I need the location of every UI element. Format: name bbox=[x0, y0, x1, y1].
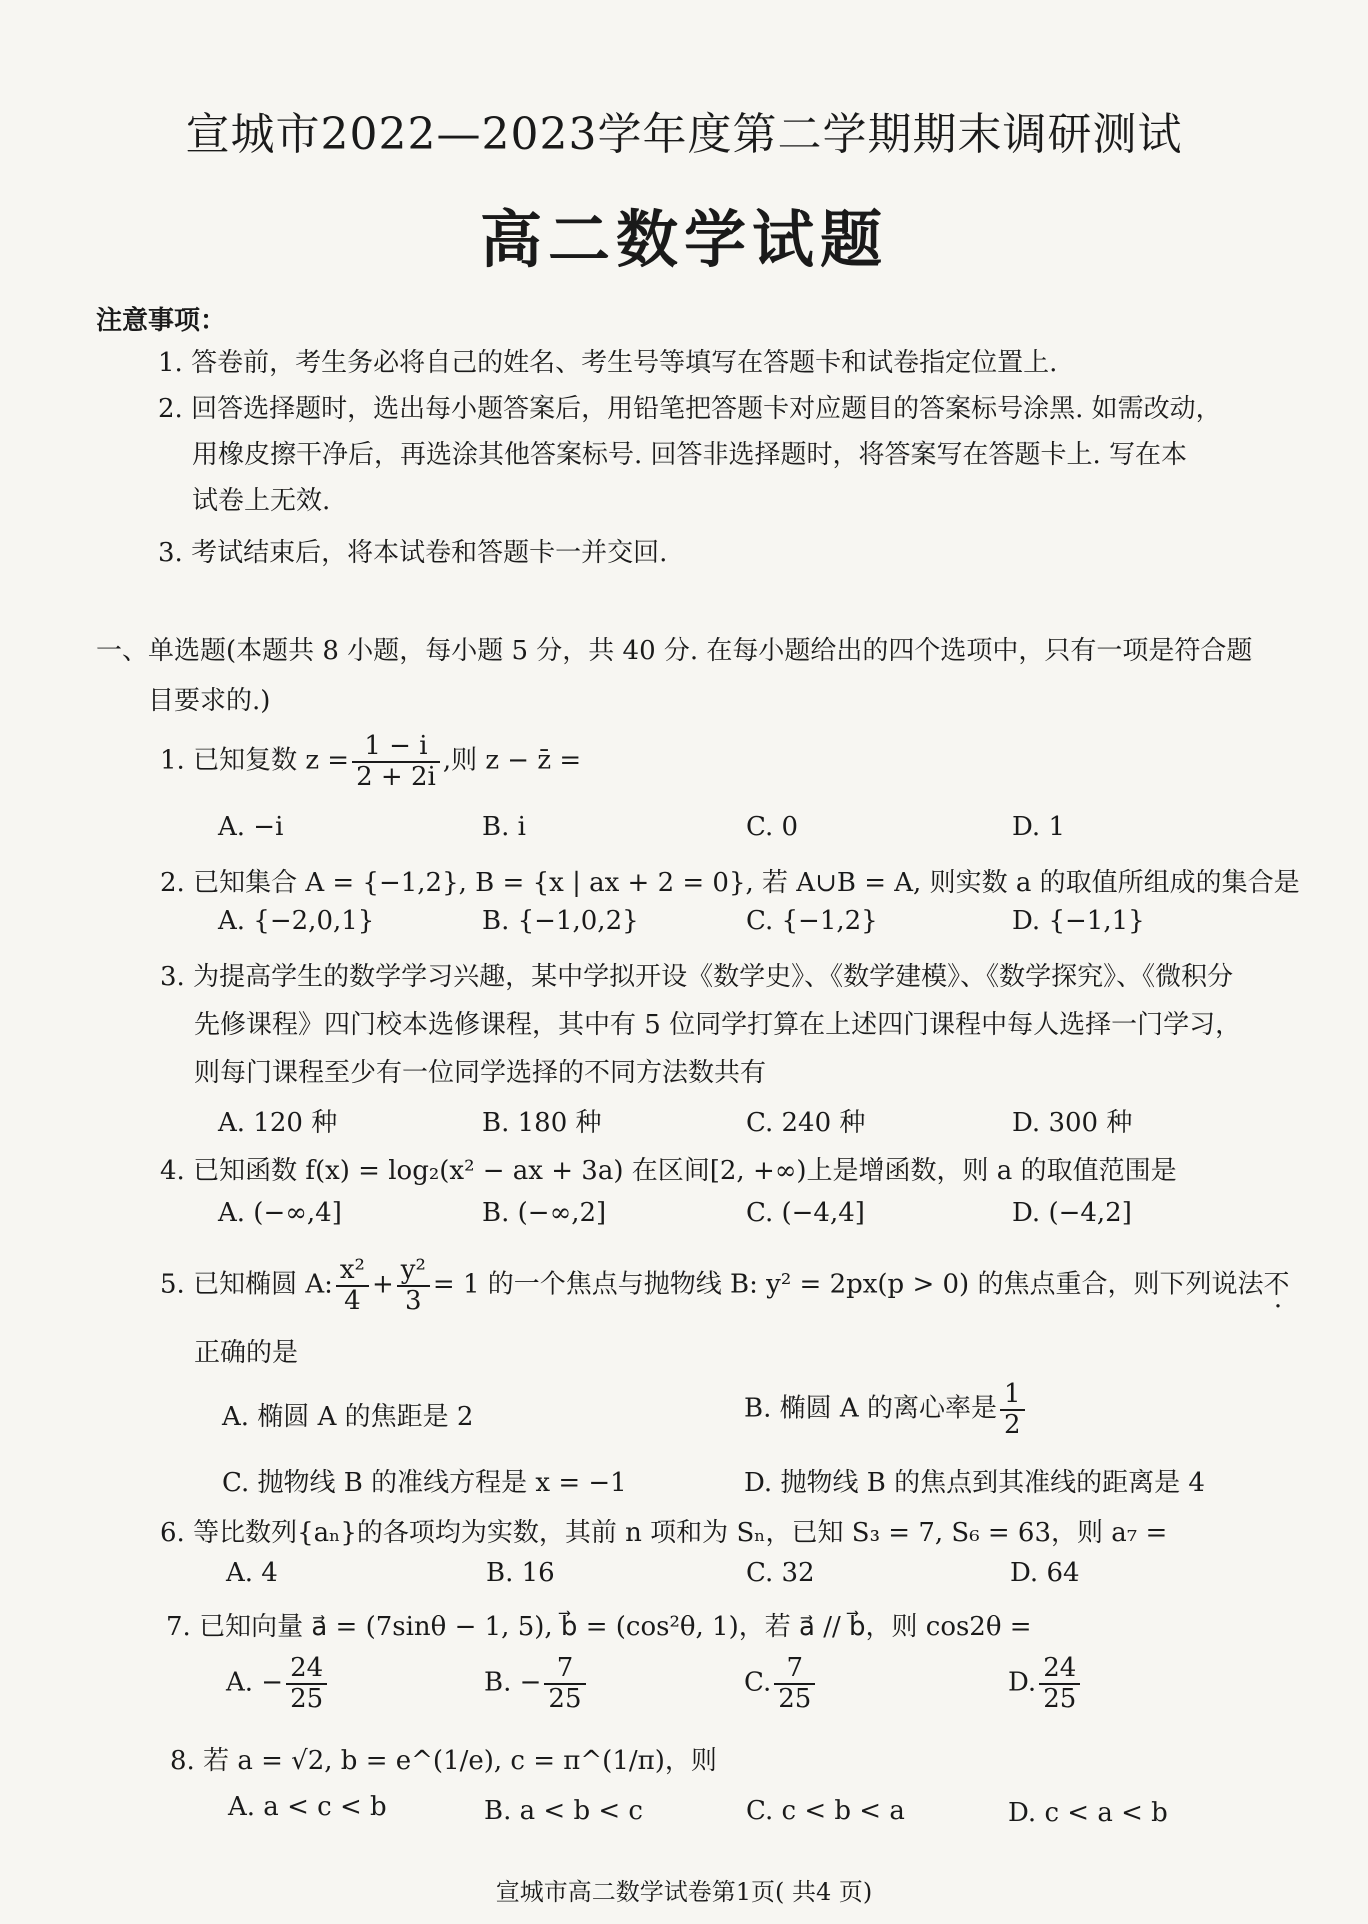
q5-b-fraction: $\frac{1}{2}$ bbox=[1000, 1380, 1025, 1439]
q2-option-c: C. {−1,2} bbox=[746, 906, 878, 936]
q7-d-fraction: $\frac{24}{25}$ bbox=[1039, 1654, 1080, 1713]
question-5: 5. 已知椭圆 A: $\frac{\text{x²}}{4}$ + $\frac{\text{y²}}{3}$ = 1 的一个焦点与抛物线 B: y² = 2px(p > 0) 的焦点重合，则下列说法不 bbox=[160, 1255, 1290, 1316]
notice-item-2-cont: 用橡皮擦干净后，再选涂其他答案标号. 回答非选择题时，将答案写在答题卡上. 写在本 bbox=[192, 440, 1188, 470]
q6-option-a: A. 4 bbox=[226, 1558, 278, 1588]
page-footer: 宣城市高二数学试卷第1页( 共4 页) bbox=[495, 1878, 873, 1906]
question-5-cont: 正确的是 bbox=[194, 1338, 299, 1368]
q5-option-c: C. 抛物线 B 的准线方程是 x = −1 bbox=[222, 1468, 627, 1498]
question-3-cont2: 则每门课程至少有一位同学选择的不同方法数共有 bbox=[194, 1058, 767, 1088]
q7-option-b: B. − $\frac{7}{25}$ bbox=[484, 1654, 589, 1713]
section-heading: 一、单选题(本题共 8 小题，每小题 5 分，共 40 分. 在每小题给出的四个选项中，只有一项是符合题 bbox=[96, 636, 1253, 666]
q1-option-b: B. i bbox=[482, 812, 526, 842]
q6-option-d: D. 64 bbox=[1010, 1558, 1080, 1588]
q1-fraction: $\frac{1 - i}{2 + 2i}$ bbox=[352, 732, 440, 791]
q7-option-c: C. $\frac{7}{25}$ bbox=[744, 1654, 818, 1713]
question-6: 6. 等比数列{aₙ}的各项均为实数，其前 n 项和为 Sₙ，已知 S₃ = 7, S₆ = 63，则 a₇ = bbox=[160, 1518, 1168, 1548]
question-7: 7. 已知向量 a⃗ = (7sinθ − 1, 5), b⃗ = (cos²θ, 1)，若 a⃗ // b⃗，则 cos2θ = bbox=[166, 1612, 1032, 1642]
q5-fraction-y: $\frac{\text{y²}}{3}$ bbox=[397, 1256, 430, 1315]
q8-option-a: A. a < c < b bbox=[228, 1792, 387, 1822]
notice-item-3: 3. 考试结束后，将本试卷和答题卡一并交回. bbox=[158, 538, 668, 568]
q4-option-b: B. (−∞,2] bbox=[482, 1198, 607, 1228]
q2-option-d: D. {−1,1} bbox=[1012, 906, 1145, 936]
q4-option-a: A. (−∞,4] bbox=[218, 1198, 342, 1228]
q7-a-fraction: $\frac{24}{25}$ bbox=[286, 1654, 327, 1713]
q7-c-fraction: $\frac{7}{25}$ bbox=[774, 1654, 815, 1713]
question-8: 8. 若 a = √2, b = e^(1/e), c = π^(1/π)，则 bbox=[170, 1746, 717, 1776]
q3-option-c: C. 240 种 bbox=[746, 1108, 866, 1138]
q7-option-a: A. − $\frac{24}{25}$ bbox=[226, 1654, 330, 1713]
q5-fraction-x: $\frac{\text{x²}}{4}$ bbox=[336, 1256, 369, 1315]
notice-item-2-cont2: 试卷上无效. bbox=[192, 486, 331, 516]
q6-option-c: C. 32 bbox=[746, 1558, 815, 1588]
notice-heading: 注意事项： bbox=[96, 306, 227, 336]
q3-option-b: B. 180 种 bbox=[482, 1108, 602, 1138]
q1-option-c: C. 0 bbox=[746, 812, 799, 842]
q6-option-b: B. 16 bbox=[486, 1558, 555, 1588]
q5-option-d: D. 抛物线 B 的焦点到其准线的距离是 4 bbox=[744, 1468, 1205, 1498]
question-2: 2. 已知集合 A = {−1,2}, B = {x | ax + 2 = 0}, 若 A∪B = A, 则实数 a 的取值所组成的集合是 bbox=[160, 868, 1300, 898]
q4-option-c: C. (−4,4] bbox=[746, 1198, 865, 1228]
question-3: 3. 为提高学生的数学学习兴趣，某中学拟开设《数学史》、《数学建模》、《数学探究》、《微积分 bbox=[160, 962, 1234, 992]
question-3-cont: 先修课程》四门校本选修课程，其中有 5 位同学打算在上述四门课程中每人选择一门学习， bbox=[194, 1010, 1242, 1040]
q8-option-d: D. c < a < b bbox=[1008, 1798, 1168, 1828]
subject-title: 高二数学试题 bbox=[479, 203, 888, 276]
question-4: 4. 已知函数 f(x) = log₂(x² − ax + 3a) 在区间[2, +∞)上是增函数，则 a 的取值范围是 bbox=[160, 1156, 1177, 1186]
notice-item-1: 1. 答卷前，考生务必将自己的姓名、考生号等填写在答题卡和试卷指定位置上. bbox=[158, 348, 1058, 378]
q8-option-b: B. a < b < c bbox=[484, 1796, 643, 1826]
exam-title: 宣城市2022—2023学年度第二学期期末调研测试 bbox=[185, 109, 1183, 160]
q2-option-a: A. {−2,0,1} bbox=[218, 906, 375, 936]
q5-option-b: B. 椭圆 A 的离心率是 $\frac{1}{2}$ bbox=[744, 1380, 1028, 1439]
q1-option-d: D. 1 bbox=[1012, 812, 1065, 842]
q1-option-a: A. −i bbox=[218, 812, 284, 842]
notice-item-2: 2. 回答选择题时，选出每小题答案后，用铅笔把答题卡对应题目的答案标号涂黑. 如需改动， bbox=[158, 394, 1222, 424]
q3-option-a: A. 120 种 bbox=[218, 1108, 338, 1138]
question-1: 1. 已知复数 z = $\frac{1 - i}{2 + 2i}$ ,则 z − z̄ = bbox=[160, 731, 582, 792]
section-heading-cont: 目要求的.) bbox=[148, 686, 271, 716]
q7-b-fraction: $\frac{7}{25}$ bbox=[544, 1654, 585, 1713]
q5-emphasis: 不 bbox=[1263, 1269, 1290, 1300]
q8-option-c: C. c < b < a bbox=[746, 1796, 905, 1826]
q5-option-a: A. 椭圆 A 的焦距是 2 bbox=[222, 1402, 474, 1432]
q3-option-d: D. 300 种 bbox=[1012, 1108, 1133, 1138]
q2-option-b: B. {−1,0,2} bbox=[482, 906, 639, 936]
q4-option-d: D. (−4,2] bbox=[1012, 1198, 1132, 1228]
q7-option-d: D. $\frac{24}{25}$ bbox=[1008, 1654, 1083, 1713]
